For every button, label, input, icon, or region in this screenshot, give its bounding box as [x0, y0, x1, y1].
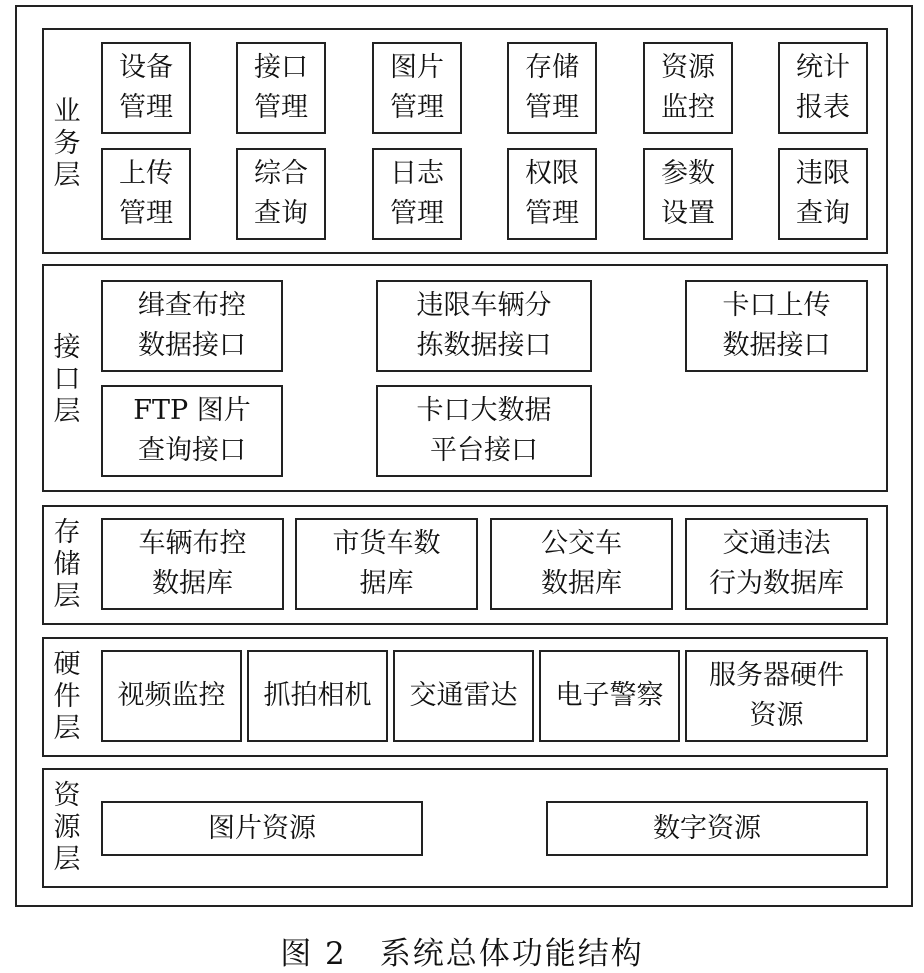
storage-layer-label: 存 储 层 — [53, 517, 81, 612]
interface-item-1: 缉查布控 数据接口 — [101, 280, 283, 372]
storage-item-4: 交通违法 行为数据库 — [685, 518, 868, 610]
hardware-item-2: 抓拍相机 — [247, 650, 388, 742]
interface-item-5: 卡口大数据 平台接口 — [376, 385, 592, 477]
business-item-8: 综合 查询 — [236, 148, 326, 240]
storage-item-1: 车辆布控 数据库 — [101, 518, 284, 610]
figure-caption: 图 2 系统总体功能结构 — [280, 936, 644, 972]
interface-item-3: 卡口上传 数据接口 — [685, 280, 868, 372]
business-item-9: 日志 管理 — [372, 148, 462, 240]
interface-layer-label: 接 口 层 — [53, 332, 81, 427]
business-item-12: 违限 查询 — [778, 148, 868, 240]
interface-item-2: 违限车辆分 拣数据接口 — [376, 280, 592, 372]
business-item-10: 权限 管理 — [507, 148, 597, 240]
business-layer-label: 业 务 层 — [53, 96, 81, 191]
business-item-3: 图片 管理 — [372, 42, 462, 134]
storage-item-2: 市货车数 据库 — [295, 518, 478, 610]
hardware-item-5: 服务器硬件 资源 — [685, 650, 868, 742]
business-item-7: 上传 管理 — [101, 148, 191, 240]
hardware-item-4: 电子警察 — [539, 650, 680, 742]
business-item-5: 资源 监控 — [643, 42, 733, 134]
hardware-layer-label: 硬 件 层 — [53, 649, 81, 744]
resource-layer-label: 资 源 层 — [53, 780, 81, 875]
resource-item-2: 数字资源 — [546, 801, 868, 856]
business-item-2: 接口 管理 — [236, 42, 326, 134]
storage-item-3: 公交车 数据库 — [490, 518, 673, 610]
business-item-11: 参数 设置 — [643, 148, 733, 240]
business-item-1: 设备 管理 — [101, 42, 191, 134]
resource-item-1: 图片资源 — [101, 801, 423, 856]
interface-item-4: FTP 图片 查询接口 — [101, 385, 283, 477]
hardware-item-3: 交通雷达 — [393, 650, 534, 742]
business-item-4: 存储 管理 — [507, 42, 597, 134]
business-item-6: 统计 报表 — [778, 42, 868, 134]
hardware-item-1: 视频监控 — [101, 650, 242, 742]
